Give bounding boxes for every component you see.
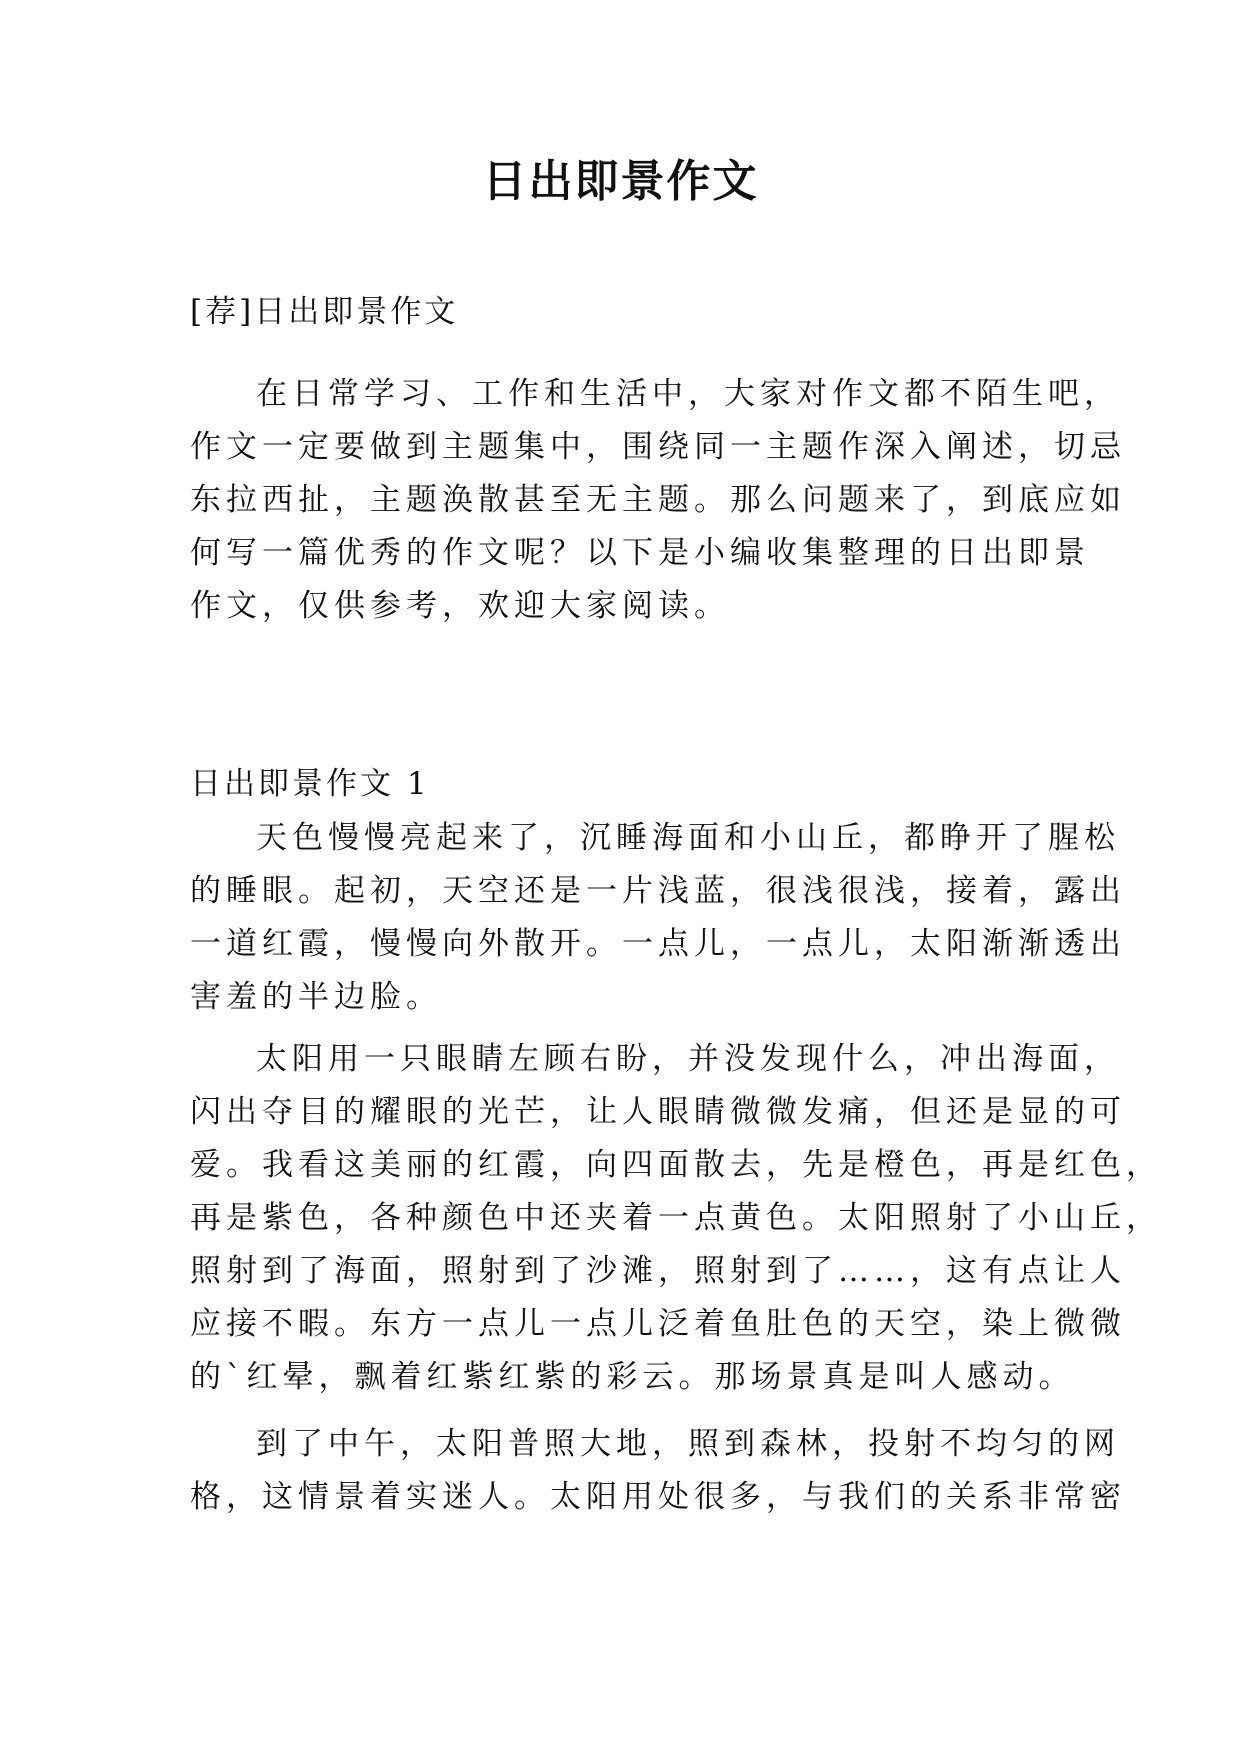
document-title: 日出即景作文 <box>482 156 759 207</box>
paragraph2-line-4: 再是紫色，各种颜色中还夹着一点黄色。太阳照射了小山丘， <box>190 1200 1162 1236</box>
paragraph1-line-2: 的睡眼。起初，天空还是一片浅蓝，很浅很浅，接着，露出 <box>190 873 1126 909</box>
paragraph1-line-3: 一道红霞，慢慢向外散开。一点儿，一点儿，太阳渐渐透出 <box>190 926 1126 962</box>
paragraph2-line-3: 爱。我看这美丽的红霞，向四面散去，先是橙色，再是红色， <box>190 1147 1162 1183</box>
paragraph1-line-1: 天色慢慢亮起来了，沉睡海面和小山丘，都睁开了腥松 <box>256 820 1120 856</box>
paragraph2-line-2: 闪出夺目的耀眼的光芒，让人眼睛微微发痛，但还是显的可 <box>190 1094 1126 1130</box>
document-subtitle: [荐]日出即景作文 <box>190 294 459 330</box>
paragraph2-line-5: 照射到了海面，照射到了沙滩，照射到了……，这有点让人 <box>190 1253 1126 1289</box>
paragraph2-line-1: 太阳用一只眼睛左顾右盼，并没发现什么，冲出海面， <box>256 1041 1120 1077</box>
paragraph1-line-4: 害羞的半边脸。 <box>190 979 442 1015</box>
paragraph2-line-7: 的`红晕，飘着红紫红紫的彩云。那场景真是叫人感动。 <box>190 1359 1075 1395</box>
intro-line-2: 作文一定要做到主题集中，围绕同一主题作深入阐述，切忌 <box>190 429 1126 465</box>
intro-line-5: 作文，仅供参考，欢迎大家阅读。 <box>190 588 730 624</box>
section-heading: 日出即景作文 1 <box>190 766 430 802</box>
paragraph3-line-2: 格，这情景着实迷人。太阳用处很多，与我们的关系非常密 <box>190 1479 1126 1515</box>
paragraph3-line-1: 到了中午，太阳普照大地，照到森林，投射不均匀的网 <box>256 1426 1120 1462</box>
intro-line-3: 东拉西扯，主题涣散甚至无主题。那么问题来了，到底应如 <box>190 482 1126 518</box>
intro-line-1: 在日常学习、工作和生活中，大家对作文都不陌生吧， <box>256 376 1120 412</box>
paragraph2-line-6: 应接不暇。东方一点儿一点儿泛着鱼肚色的天空，染上微微 <box>190 1306 1126 1342</box>
intro-line-4: 何写一篇优秀的作文呢？以下是小编收集整理的日出即景 <box>190 535 1090 571</box>
